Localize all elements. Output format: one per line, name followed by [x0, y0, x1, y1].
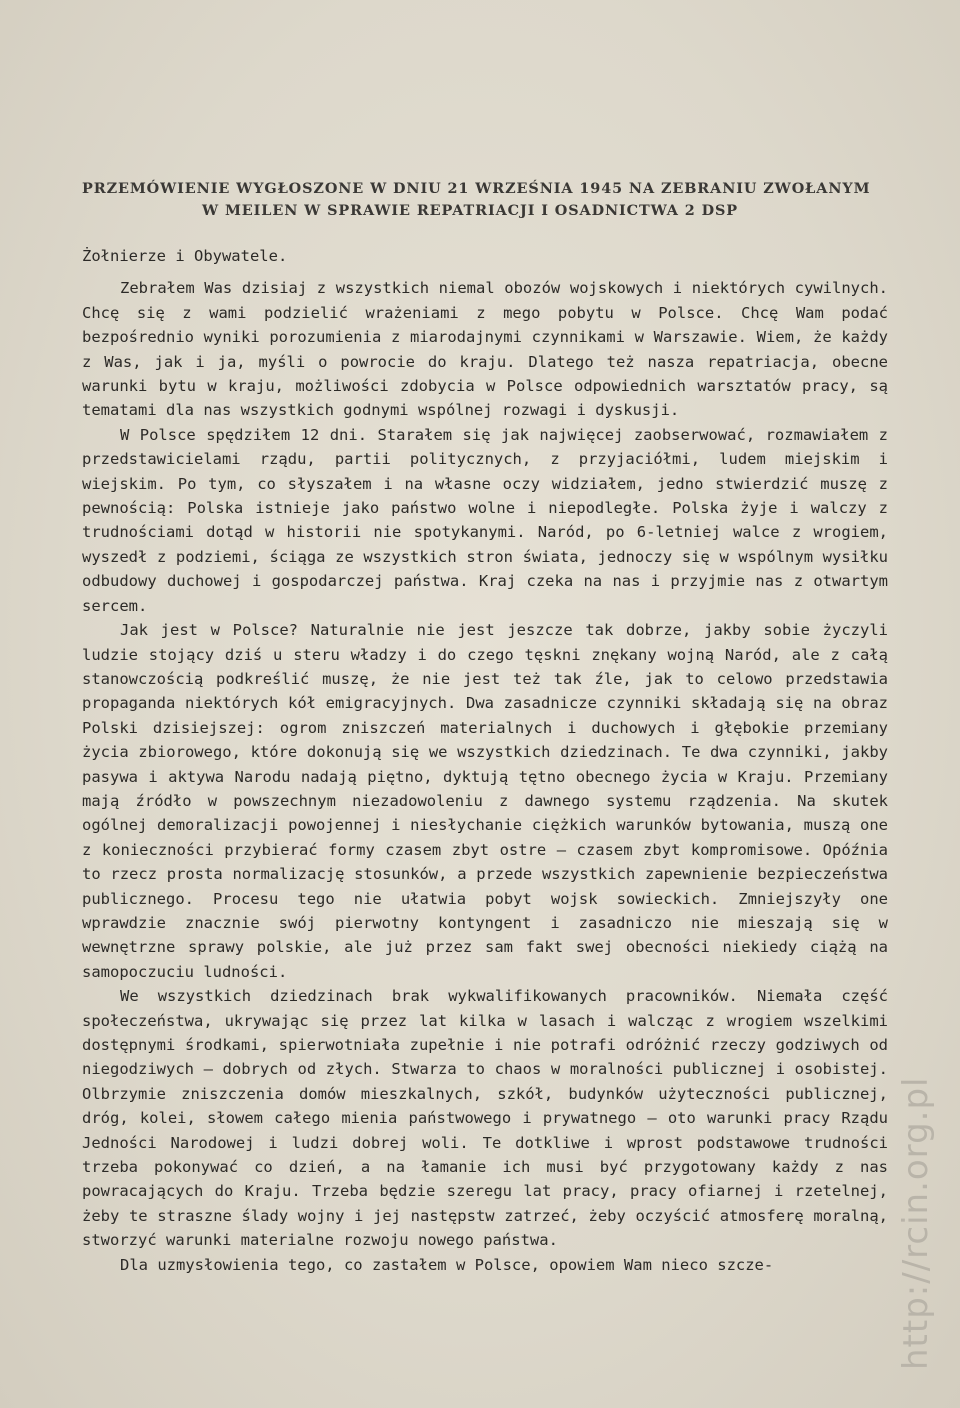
salutation: Żołnierze i Obywatele.	[82, 247, 288, 265]
source-watermark: http://rcin.org.pl	[896, 1076, 936, 1370]
heading-line-1: PRZEMÓWIENIE WYGŁOSZONE W DNIU 21 WRZEŚNIA 1945 NA ZEBRANIU ZWOŁANYM	[82, 180, 871, 197]
paragraph: Jak jest w Polsce? Naturalnie nie jest jeszcze tak dobrze, jakby sobie życzyli ludzie stojący dziś u steru władzy i do czego tęskni znękany wojną Naród, ale z całą stanowczością podkreślić muszę, że nie jest też tak źle, jak to celowo przedstawia propaganda niektórych kół emigracyjnych. Dwa zasadnicze czynniki składają się na obraz Polski dzisiejszej: ogrom zniszczeń materialnych i duchowych i głębokie przemiany życia zbiorowego, które dokonują się we wszystkich dziedzinach. Te dwa czynniki, jakby pasywa i aktywa Narodu nadają piętno, dyktują tętno obecnego życia w Kraju. Przemiany mają źródło w powszechnym niezadowoleniu z dawnego systemu rządzenia. Na skutek ogólnej demoralizacji powojennej i niesłychanie ciężkich warunków bytowania, muszą one z konieczności przybierać formy czasem zbyt ostre — czasem zbyt kompromisowe. Opóźnia to rzecz prosta normalizację stosunków, a przede wszystkich zapewnienie bezpieczeństwa publicznego. Procesu tego nie ułatwia pobyt wojsk sowieckich. Zmniejszyły one wprawdzie znacznie swój pierwotny kontyngent i zasadniczo nie mieszają się w wewnętrzne sprawy polskie, ale już przez sam fakt swej obecności niekiedy ciążą na samopoczuciu ludności.	[82, 621, 888, 981]
document-body	[82, 244, 888, 1277]
heading-line-2: W MEILEN W SPRAWIE REPATRIACJI I OSADNICTWA 2 DSP	[202, 202, 738, 219]
paragraph: Zebrałem Was dzisiaj z wszystkich niemal obozów wojskowych i niektórych cywilnych. Chcę się z wami podzielić wrażeniami z mego pobytu w Polsce. Chcę Wam podać bezpośrednio wyniki porozumienia z miarodajnymi czynnikami w Warszawie. Wiem, że każdy z Was, jak i ja, myśli o powrocie do kraju. Dlatego też nasza repatriacja, obecne warunki bytu w kraju, możliwości zdobycia w Polsce odpowiednich warsztatów pracy, są tematami dla nas wszystkich godnymi wspólnej rozwagi i dyskusji.	[82, 279, 888, 420]
paragraph: Dla uzmysłowienia tego, co zastałem w Polsce, opowiem Wam nieco szcze-	[120, 1255, 774, 1274]
paragraph: We wszystkich dziedzinach brak wykwalifikowanych pracowników. Niemała część społeczeństwa, ukrywając się przez lat kilka w lasach i walcząc z wrogiem wszelkimi dostępnymi środkami, spierwotniała zupełnie i nie potrafi odróżnić rzeczy godziwych od niegodziwych — dobrych od złych. Stwarza to chaos w moralności publicznej i osobistej. Olbrzymie zniszczenia domów mieszkalnych, szkół, budynków użyteczności publicznej, dróg, kolei, słowem całego mienia państwowego i prywatnego — oto warunki pracy Rządu Jedności Narodowej i ludzi dobrej woli. Te dotkliwe i wprost podstawowe trudności trzeba pokonywać co dzień, a na łamanie ich musi być przygotowany każdy z nas powracających do Kraju. Trzeba będzie szeregu lat pracy, pracy ofiarnej i rzetelnej, żeby te straszne ślady wojny i jej następstw zatrzeć, żeby oczyścić atmosferę moralną, stworzyć warunki materialne rozwoju nowego państwa.	[82, 987, 888, 1250]
paragraph: W Polsce spędziłem 12 dni. Starałem się jak najwięcej zaobserwować, rozmawiałem z przedstawicielami rządu, partii politycznych, z przyjaciółmi, ludem miejskim i wiejskim. Po tym, co słyszałem i na własne oczy widziałem, jedno stwierdzić muszę z pewnością: Polska istnieje jako państwo wolne i niepodległe. Polska żyje i walczy z trudnościami dotąd w historii nie spotykanymi. Naród, po 6-letniej walce z wrogiem, wyszedł z podziemi, ściąga ze wszystkich stron świata, jednoczy się w wspólnym wysiłku odbudowy duchowej i gospodarczej państwa. Kraj czeka na nas i przyjmie nas z otwartym sercem.	[82, 425, 888, 615]
document-heading	[82, 178, 888, 222]
